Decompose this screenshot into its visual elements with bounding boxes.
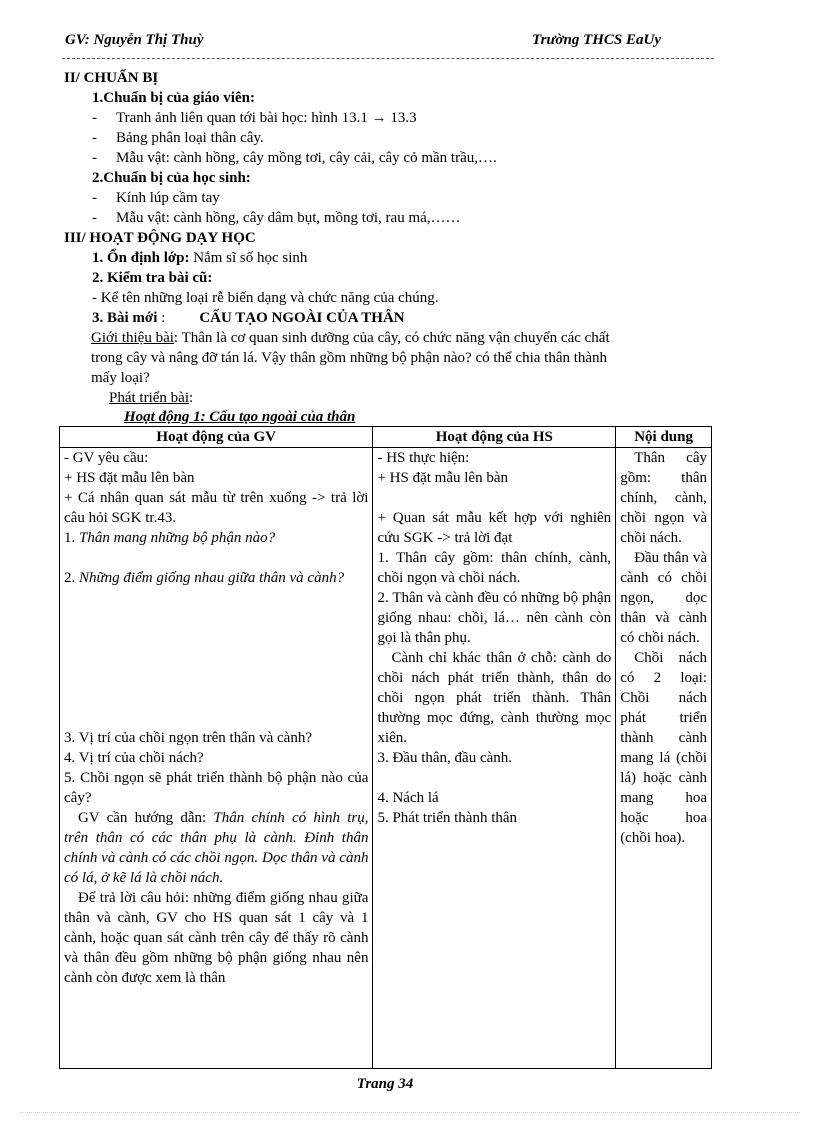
class-check: 1. Ổn định lớp: Nắm sĩ số học sinh [92,250,308,266]
header-teacher: GV: Nguyễn Thị Thuỳ [65,32,204,48]
table-header-hs: Hoạt động của HS [373,427,616,448]
activity-table [59,426,712,1069]
old-lesson-question: - Kể tên những loại rễ biến dạng và chức năng của chúng. [92,290,439,306]
section-2-title: II/ CHUẨN BỊ [64,70,159,86]
student-prep-title: 2.Chuẩn bị của học sinh: [92,170,251,186]
bottom-divider [20,1112,800,1113]
teacher-prep-item: - Tranh ảnh liên quan tới bài học: hình 13.1 → 13.3 [92,110,417,126]
old-lesson-check-title: 2. Kiểm tra bài cũ: [92,270,213,286]
develop-label: Phát triển bài: [109,390,194,406]
page-number: Trang 34 [356,1076,414,1092]
teacher-prep-item: - Mẫu vật: cành hồng, cây mồng tơi, cây cải, cây cỏ mần trầu,…. [92,150,497,166]
table-row [60,448,712,1069]
header-school: Trường THCS EaUy [532,32,661,48]
table-header-row [60,427,712,448]
student-activity-cell: - HS thực hiện: + HS đặt mẫu lên bàn + Quan sát mẫu kết hợp với nghiên cứu SGK -> trả lời đạt 1. Thân cây gồm: thân chính, cành, chồi ngọn và chồi nách. 2. Thân và cành đều có những bộ phận giống nhau: chồi, lá… nên cành còn gọi là thân phụ. Cành chỉ khác thân ở chỗ: cành do chồi nách phát triển thành, thân do chồi ngọn phát triển thành. Thân thường mọc đứng, cành thường mọc xiên. 3. Đầu thân, đầu cành. 4. Nách lá 5. Phát triển thành thân [373,448,616,1069]
new-lesson-heading: 3. Bài mới : CẤU TẠO NGOÀI CỦA THÂN [92,310,405,326]
section-3-title: III/ HOẠT ĐỘNG DẠY HỌC [64,230,256,246]
student-prep-item: - Mẫu vật: cành hồng, cây dâm bụt, mồng tơi, rau má,…… [92,210,461,226]
header-divider [62,58,714,59]
intro-line: Giới thiệu bài: Thân là cơ quan sinh dưỡng của cây, có chức năng vận chuyển các chất [91,330,610,346]
student-prep-item: - Kính lúp cầm tay [92,190,220,206]
teacher-prep-item: - Bảng phân loại thân cây. [92,130,264,146]
table-header-content: Nội dung [616,427,712,448]
intro-line: trong cây và nâng đỡ tán lá. Vậy thân gồm những bộ phận nào? có thể chia thân thành [91,350,608,366]
content-cell: Thân cây gồm: thân chính, cành, chồi ngọn và chồi nách. Đầu thân và cành có chồi ngọn, dọc thân và cành có chồi nách. Chồi nách có 2 loại: Chồi nách phát triển thành cành mang lá (chồi lá) hoặc cành mang hoa hoặc hoa (chồi hoa). [616,448,712,1069]
intro-line: mấy loại? [91,370,150,386]
teacher-activity-cell: - GV yêu cầu: + HS đặt mẫu lên bàn + Cá nhân quan sát mẫu từ trên xuống -> trả lời câu hỏi SGK tr.43. 1. Thân mang những bộ phận nào? 2. Những điểm giống nhau giữa thân và cành? 3. Vị trí của chồi ngọn trên thân và cành? 4. Vị trí của chồi nách? 5. Chồi ngọn sẽ phát triển thành bộ phận nào của cây? GV cần hướng dẫn: Thân chính có hình trụ, trên thân có các thân phụ là cành. Đỉnh thân chính và cành có các chồi ngọn. Dọc thân và cành có lá, ở kẽ lá là chồi nách. Để trả lời câu hỏi: những điểm giống nhau giữa thân và cành, GV cho HS quan sát 1 cây và 1 cành, hoặc quan sát cành trên cây để thấy rõ cành và thân đều gồm những bộ phận giống nhau nên cành còn được xem là thân [60,448,373,1069]
table-header-gv: Hoạt động của GV [60,427,373,448]
activity-1-title: Hoạt động 1: Cấu tạo ngoài của thân [124,409,356,425]
teacher-prep-title: 1.Chuẩn bị của giáo viên: [92,90,255,106]
